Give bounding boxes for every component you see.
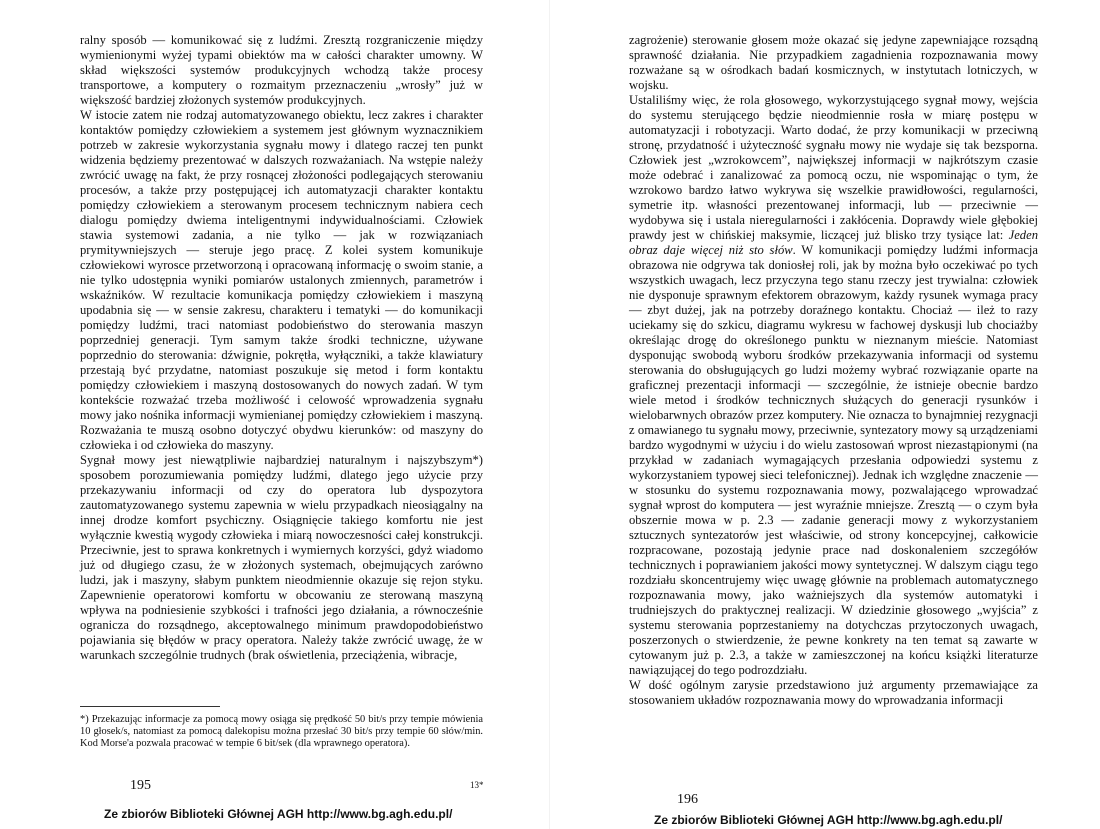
left-paragraph-1: ralny sposób — komunikować się z ludźmi. Zresztą rozgraniczenie między wymienionymi wyżej typami obiektów ma w całości charakter umowny. W skład większości systemów produkcyjnych wchodzą także procesy transportowe, a komputery o rozmaitym przeznaczeniu „wrosły” już w większość bardziej złożonych systemów produkcyjnych. <box>80 33 483 107</box>
left-paragraph-3: Sygnał mowy jest niewątpliwie najbardziej naturalnym i najszybszym*) sposobem porozumiewania pomiędzy ludźmi, dlatego jego użycie przy przekazywaniu informacji od czy do operatora lub dyspozytora zautomatyzowanego systemu zapewnia w wielu przypadkach nieosiągalny na innej drodze komfort psychiczny. Osiągnięcie takiego komfortu nie jest wyłącznie kwestią wygody człowieka i miarą nowoczesności całej konstrukcji. Przeciwnie, jest to sprawa konkretnych i wymiernych korzyści, gdyż wiadomo już od długiego czasu, że w złożonych systemach, obejmujących zarówno ludzi, jak i maszyny, słabym punktem nieodmiennie okazuje się rejon styku. Zapewnienie operatorowi komfortu w obcowaniu ze sterowaną maszyną wpływa na podniesienie szybkości i trafności jego działania, a równocześnie ogranicza do rozsądnego, akceptowalnego minimum prawdopodobieństwo pojawiania się błędów w pracy operatora. Należy także zwrócić uwagę, że w warunkach szczególnie trudnych (brak oświetlenia, przeciążenia, wibracje, <box>80 453 483 662</box>
page-number-left: 195 <box>130 778 151 793</box>
right-body-text <box>629 33 1038 708</box>
right-page <box>550 0 1100 829</box>
right-paragraph-2-rest: . W komunikacji pomiędzy ludźmi informacja obrazowa nie odgrywa tak doniosłej roli, jak by można było oczekiwać po tych wszystkich uwagach, lecz przyczyna tego stanu rzeczy jest trywialna: człowiek nie dysponuje sprawnym efektorem obrazowym, każdy rysunek wymaga pracy — zbyt dużej, jak na potrzeby doraźnego kontaktu. Chociaż — ileż to razy uciekamy się do szkicu, diagramu wykresu w fachowej dyskusji lub chociażby określając drogę do określonego punktu w nieznanym mieście. Natomiast dysponując swobodą wyboru środków przekazywania informacji od systemu sterowania do obsługujących go ludzi możemy wybrać rozwiązanie oparte na graficznej prezentacji informacji — szczególnie, że istnieje obecnie bardzo wiele metod i środków technicznych służących do generacji rysunków i wielobarwnych obrazów przez komputery. Nie oznacza to bynajmniej rezygnacji z omawianego tu sygnału mowy, przeciwnie, syntezatory mowy są urządzeniami bardzo wygodnymi w użyciu i do wielu zastosowań wprost niezastąpionymi (na przykład w zadaniach wymagających przesłania odpowiedzi systemu z wykorzystaniem typowej sieci telefonicznej). Jednak ich względne znaczenie — w stosunku do systemu rozpoznawania mowy, pozwalającego wprowadzać sygnał wprost do komputera — jest wyraźnie mniejsze. Zresztą — o czym była obszernie mowa w p. 2.3 — zadanie generacji mowy z wykorzystaniem sztucznych syntezatorów jest właściwie, od strony koncepcyjnej, całkowicie rozpracowane, pozostają jedynie prace nad doskonaleniem szczegółów technicznych i poprawianiem jakości mowy syntetycznej. W dalszym ciągu tego rozdziału skoncentrujemy więc uwagę głównie na problemach automatycznego rozpoznawania mowy, jako ważniejszych dla systemów automatyki i trudniejszych do praktycznej realizacji. W dziedzinie głosowego „wyjścia” z systemu sterowania poprzestaniemy na dotychczas przytoczonych uwagach, poszerzonych o stwierdzenie, że pewne konkrety na ten temat są zawarte w cytowanym już p. 2.3, a także w zamieszczonej na końcu książki literaturze nawiązującej do tego podrozdziału. <box>629 243 1038 677</box>
right-paragraph-3: W dość ogólnym zarysie przedstawiono już argumenty przemawiające za stosowaniem układów rozpoznawania mowy do wprowadzania informacji <box>629 678 1038 707</box>
footnote-rule <box>80 706 220 707</box>
right-paragraph-2-text: Ustaliliśmy więc, że rola głosowego, wykorzystującego sygnał mowy, wejścia do systemu sterującego będzie nieodmiennie rosła w miarę postępu w automatyzacji i robotyzacji. Warto dodać, że przy komunikacji w przeciwną stronę, przydatność i użyteczność sygnału mowy nie wydaje się tak bezsporna. Człowiek jest „wzrokowcem”, największej informacji w najkrótszym czasie może odebrać i zanalizować za pomocą oczu, nie wspominając o tym, że wzrokowo bardzo łatwo wykrywa się wszelkie prawidłowości, regularności, symetrie itp. własności prezentowanej informacji, lub — przeciwnie — wydobywa się i ustala nieregularności i zakłócenia. Doprawdy wiele głębokiej prawdy jest w chińskiej maksymie, liczącej już blisko trzy tysiące lat: <box>629 93 1038 242</box>
page-number-right: 196 <box>677 792 698 807</box>
library-footer-right: Ze zbiorów Biblioteki Głównej AGH http://www.bg.agh.edu.pl/ <box>654 813 1003 827</box>
library-footer-left: Ze zbiorów Biblioteki Głównej AGH http://www.bg.agh.edu.pl/ <box>104 807 453 821</box>
right-paragraph-2 <box>629 93 1038 678</box>
chinese-maxim: Jeden obraz daje więcej niż sto słów <box>629 228 1038 257</box>
left-paragraph-2: W istocie zatem nie rodzaj automatyzowanego obiektu, lecz zakres i charakter kontaktów pomiędzy człowiekiem a systemem jest głównym wyznacznikiem potrzeb w zakresie wykorzystania sygnału mowy i dlatego raczej ten punkt widzenia będziemy prezentować w dalszych rozważaniach. Na wstępie należy zwrócić uwagę na fakt, że przy rosnącej złożoności podlegających sterowaniu procesów, a także przy postępującej ich automatyzacji charakter kontaktu pomiędzy człowiekiem a sterowanym procesem technicznym nabiera cech dialogu pomiędzy dwiema inteligentnymi indywidualnościami. Człowiek stawia systemowi zadania, a nie tylko — jak w rozwiązaniach prymitywniejszych — steruje jego pracę. Z kolei system komunikuje człowiekowi wyrosce przetworzoną i opracowaną informację o swoim stanie, a nie tylko udostępnia wyniki pomiarów ustalonych zmiennych, parametrów i wskaźników. W rezultacie komunikacja pomiędzy człowiekiem i maszyną upodabnia się — w sensie zakresu, charakteru i tematyki — do komunikacji pomiędzy ludźmi, traci natomiast podobieństwo do sterowania maszyn poprzedniej generacji. Tym samym także środki techniczne, używane poprzednio do sterowania: dźwignie, pokrętła, wyłączniki, a także klawiatury przestają być przydatne, natomiast poszukuje się metod i form kontaktu pomiędzy człowiekiem i maszyną dostosowanych do nowych zadań. W tym kontekście rozważać trzeba możliwość i celowość wprowadzenia sygnału mowy jako nośnika informacji wymienianej pomiędzy człowiekiem i maszyną. Rozważania te muszą osobno dotyczyć obydwu kierunków: od maszyny do człowieka i od człowieka do maszyny. <box>80 108 483 452</box>
right-paragraph-1: zagrożenie) sterowanie głosem może okazać się jedyne zapewniające rozsądną sprawność działania. Nie przypadkiem zagadnienia rozpoznawania mowy rozważane są w ośrodkach badań kosmicznych, w instytutach lotniczych, w wojsku. <box>629 33 1038 92</box>
footnote: *) Przekazując informacje za pomocą mowy osiąga się prędkość 50 bit/s przy tempie mówienia 10 głosek/s, natomiast za pomocą dalekopisu można przesłać 30 bit/s przy tempie 60 słów/min. Kod Morse'a pozwala pracować w tempie 6 bit/sek (dla wprawnego operatora). <box>80 714 483 749</box>
left-body-text <box>80 33 483 663</box>
signature-mark: 13* <box>470 780 484 790</box>
